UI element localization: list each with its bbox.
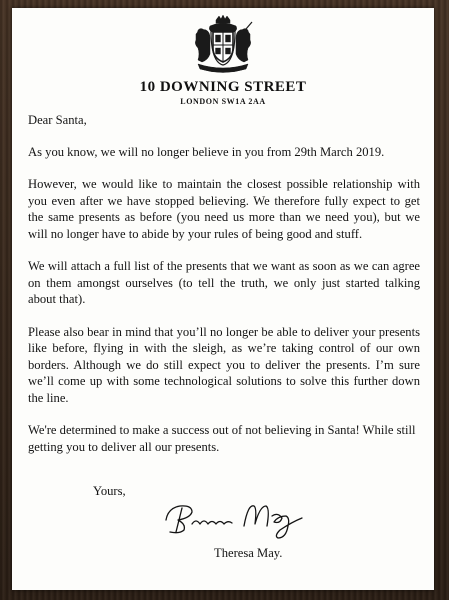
greeting: Dear Santa,	[28, 113, 87, 127]
handwritten-signature-icon	[162, 494, 322, 542]
letter-paper	[12, 8, 434, 590]
closing: Yours,	[93, 484, 126, 498]
signatory-name: Theresa May.	[214, 546, 283, 560]
paragraph-4: Please also bear in mind that you’ll no longer be able to deliver your presents like before, flying in with the sleigh, as we’re taking control of our own borders. Although we do still expect you to deliver the presents. I’m sure we’ll come up with some technological solutions to solve this further down the line.	[28, 324, 420, 405]
address-line-1: 10 DOWNING STREET	[139, 79, 307, 95]
paragraph-1: As you know, we will no longer believe in you from 29th March 2019.	[28, 144, 385, 159]
address-line-2: LONDON SW1A 2AA	[180, 97, 266, 106]
letter-body	[28, 112, 420, 471]
letterhead-address	[12, 78, 434, 107]
paragraph-3: We will attach a full list of the presents that we want as soon as we can agree on them amongst ourselves (to tell the truth, we only just started talking about that).	[28, 259, 420, 306]
paragraph-5: We're determined to make a success out of not believing in Santa! While still getting you to deliver all our presents.	[28, 423, 416, 454]
paragraph-2: However, we would like to maintain the closest possible relationship with you even after we have stopped believing. We therefore fully expect to get the same presents as before (you need us more than we need you), but we will no longer have to abide by your rules of being good and stuff.	[28, 177, 420, 241]
royal-coat-of-arms-icon	[186, 14, 260, 76]
